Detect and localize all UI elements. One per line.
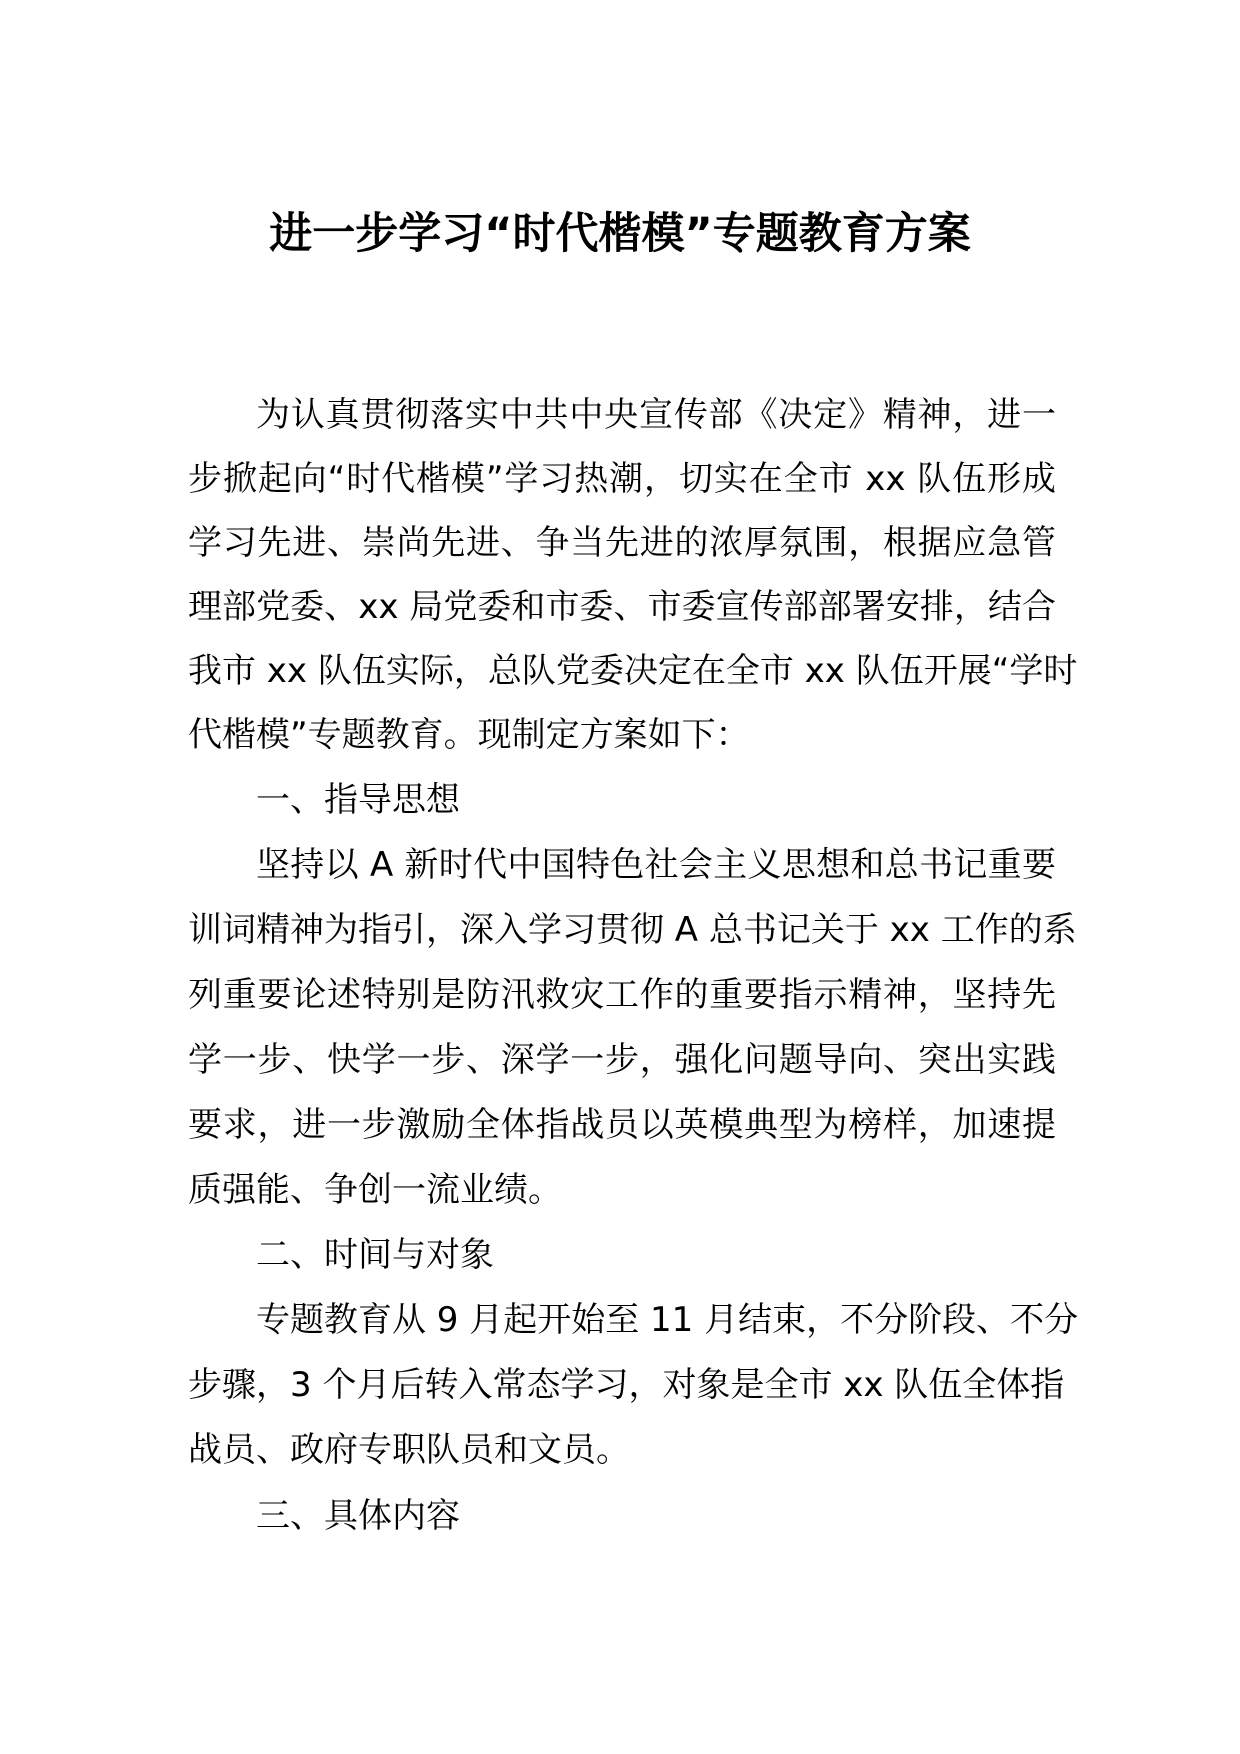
paragraph-2-line-2: 训词精神为指引，深入学习贯彻 A 总书记关于 xx 工作的系 bbox=[188, 910, 1077, 950]
section-heading-time-and-target: 二、时间与对象 bbox=[256, 1235, 494, 1275]
paragraph-1-line-1: 为认真贯彻落实中共中央宣传部《决定》精神，进一 bbox=[256, 395, 1056, 435]
paragraph-1-line-4: 理部党委、xx 局党委和市委、市委宣传部部署安排，结合 bbox=[188, 587, 1056, 627]
paragraph-1-line-3: 学习先进、崇尚先进、争当先进的浓厚氛围，根据应急管 bbox=[188, 523, 1056, 563]
paragraph-1-line-5: 我市 xx 队伍实际，总队党委决定在全市 xx 队伍开展“学时 bbox=[188, 651, 1078, 691]
paragraph-1-line-2: 步掀起向“时代楷模”学习热潮，切实在全市 xx 队伍形成 bbox=[188, 459, 1056, 499]
paragraph-3-line-2: 步骤，3 个月后转入常态学习，对象是全市 xx 队伍全体指 bbox=[188, 1365, 1065, 1405]
paragraph-2-line-6: 质强能、争创一流业绩。 bbox=[188, 1170, 562, 1210]
paragraph-3-line-1: 专题教育从 9 月起开始至 11 月结束，不分阶段、不分 bbox=[256, 1300, 1079, 1340]
paragraph-1-line-6: 代楷模”专题教育。现制定方案如下： bbox=[188, 715, 750, 755]
section-heading-guiding-thought: 一、指导思想 bbox=[256, 780, 460, 820]
paragraph-2-line-4: 学一步、快学一步、深学一步，强化问题导向、突出实践 bbox=[188, 1040, 1056, 1080]
paragraph-2-line-1: 坚持以 A 新时代中国特色社会主义思想和总书记重要 bbox=[256, 845, 1056, 885]
section-heading-specific-content: 三、具体内容 bbox=[256, 1496, 460, 1536]
paragraph-3-line-3: 战员、政府专职队员和文员。 bbox=[188, 1430, 630, 1470]
paragraph-2-line-3: 列重要论述特别是防汛救灾工作的重要指示精神，坚持先 bbox=[188, 975, 1056, 1015]
paragraph-2-line-5: 要求，进一步激励全体指战员以英模典型为榜样，加速提 bbox=[188, 1105, 1056, 1145]
document-title: 进一步学习“时代楷模”专题教育方案 bbox=[269, 209, 971, 259]
